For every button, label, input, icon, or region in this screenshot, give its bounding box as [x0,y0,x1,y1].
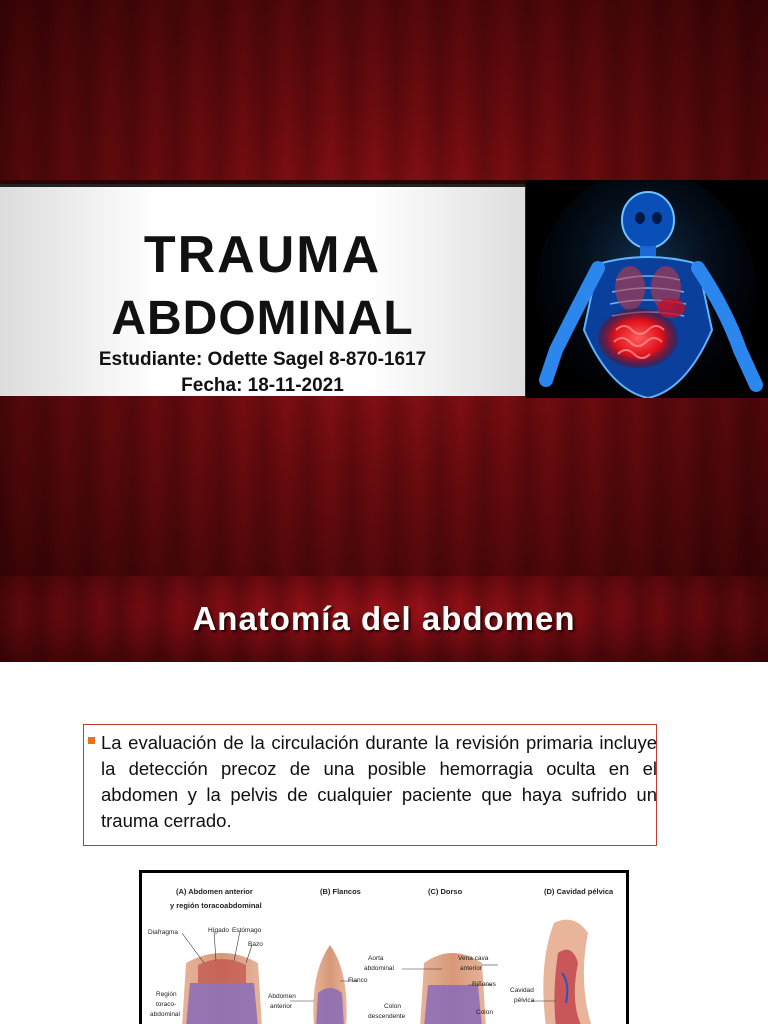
label-region-3: abdominal [150,1011,180,1018]
label-abd-ant-2: anterior [270,1003,293,1010]
label-colon-1: Colon [384,1003,401,1010]
label-cavidad-1: Cavidad [510,987,534,994]
student-line: Estudiante: Odette Sagel 8-870-1617 [98,349,427,370]
title-line-2: ABDOMINAL [111,292,414,345]
label-aorta-2: abdominal [364,965,394,972]
paragraph: La evaluación de la circulación durante la revisión primaria incluye la detección precoz de una posible hemorragia oculta en el abdomen y la pelvis de cualquier paciente que haya sufrido un trauma cerrado. [101,732,657,831]
label-vena-2: anterior [460,965,483,972]
abdomen-anatomy-figure [139,870,629,1024]
label-colon-c: Colon [476,1009,493,1016]
panel-a-title-1: (A) Abdomen anterior [176,887,253,896]
content-slide [0,576,768,1024]
label-region-2: toraco- [156,1001,177,1008]
panel-a-title-2: y región toracoabdominal [170,901,262,910]
panel-c-title: (C) Dorso [428,887,463,896]
slide-header [0,576,768,662]
label-higado: Hígado [208,927,229,934]
label-cavidad-2: pélvica [514,997,535,1004]
label-rinones: Riñones [472,981,496,988]
text-box [83,724,657,846]
bullet-icon [88,737,95,744]
title-box [0,184,525,396]
label-vena-1: Vena cava [458,955,489,962]
title-line-1: TRAUMA [143,226,382,284]
label-colon-2: descendente [368,1013,406,1020]
label-flanco: Flanco [348,977,368,984]
figure-drawings [142,873,626,1024]
panel-b-title: (B) Flancos [320,887,361,896]
label-aorta-1: Aorta [368,955,384,962]
panel-d-title: (D) Cavidad pélvica [544,887,614,896]
label-estomago: Estómago [232,927,262,934]
label-diafragma: Diafragma [148,929,178,936]
slide-title: Anatomía del abdomen [192,600,576,637]
xray-body-image [526,180,768,398]
label-region-1: Región [156,991,177,998]
date-line: Fecha: 18-11-2021 [181,375,344,396]
label-bazo: Bazo [248,941,263,948]
label-abd-ant-1: Abdomen [268,993,296,1000]
